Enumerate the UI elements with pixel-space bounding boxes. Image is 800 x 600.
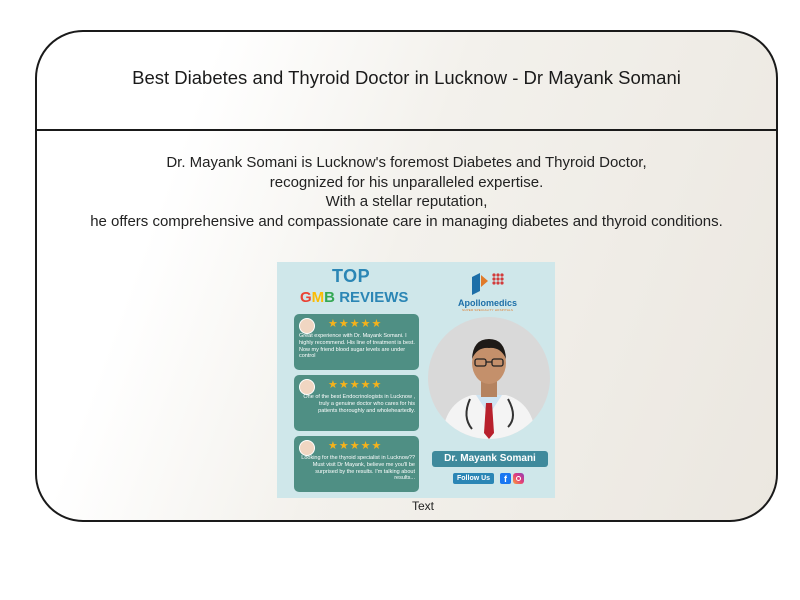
rating-stars: ★★★★★ xyxy=(328,379,383,391)
description-line: Dr. Mayank Somani is Lucknow's foremost Diabetes and Thyroid Doctor, xyxy=(166,154,647,171)
page-title: Best Diabetes and Thyroid Doctor in Lucknow - Dr Mayank Somani xyxy=(132,67,681,88)
rating-stars: ★★★★★ xyxy=(328,318,383,330)
reviewer-avatar xyxy=(299,379,315,395)
doctor-portrait-icon xyxy=(428,317,550,439)
review-card xyxy=(294,375,419,431)
rating-stars: ★★★★★ xyxy=(328,440,383,452)
review-text: One of the best Endocrinologists in Lucknow , truly a genuine doctor who cares for his patients thoroughly and wholeheartedly. xyxy=(303,394,415,414)
content-card xyxy=(35,30,778,522)
gmb-letter-m: M xyxy=(311,289,325,306)
description-line: With a stellar reputation, xyxy=(325,193,488,210)
card-header xyxy=(37,32,776,131)
gmb-letter-b: B xyxy=(324,289,336,306)
review-text: Looking for the thyroid specialist in Lucknow?? Must visit Dr Mayank, believe me you'll be surprised by the results. I'm talking about results... xyxy=(301,455,415,482)
review-card xyxy=(294,314,419,370)
description-line: recognized for his unparalleled expertise. xyxy=(269,173,544,191)
reviewer-avatar xyxy=(299,440,315,456)
poster-heading-reviews: REVIEWS xyxy=(339,289,409,306)
poster-heading-gmb xyxy=(300,289,408,306)
doctor-name-banner: Dr. Mayank Somani xyxy=(432,451,548,467)
follow-us-label: Follow Us xyxy=(453,473,494,484)
review-card xyxy=(294,436,419,492)
logo-text: Apollomedics xyxy=(458,298,518,308)
reviewer-avatar xyxy=(299,318,315,334)
instagram-icon xyxy=(513,473,524,484)
description xyxy=(37,153,776,231)
image-caption: Text xyxy=(411,499,434,513)
doctor-photo xyxy=(428,317,550,439)
description-line: he offers comprehensive and compassionate care in managing diabetes and thyroid conditions. xyxy=(90,212,723,230)
reviews-poster-image xyxy=(277,262,555,498)
logo-subtext: SUPER SPECIALITY HOSPITALS xyxy=(462,308,514,312)
facebook-icon: f xyxy=(500,473,511,484)
review-text: Great experience with Dr. Mayank Somani. I highly recommend. His line of treatment is best. Now my friend blood sugar levels are under control xyxy=(299,333,415,360)
gmb-letter-g: G xyxy=(300,289,312,306)
poster-heading-top: TOP xyxy=(332,266,371,286)
